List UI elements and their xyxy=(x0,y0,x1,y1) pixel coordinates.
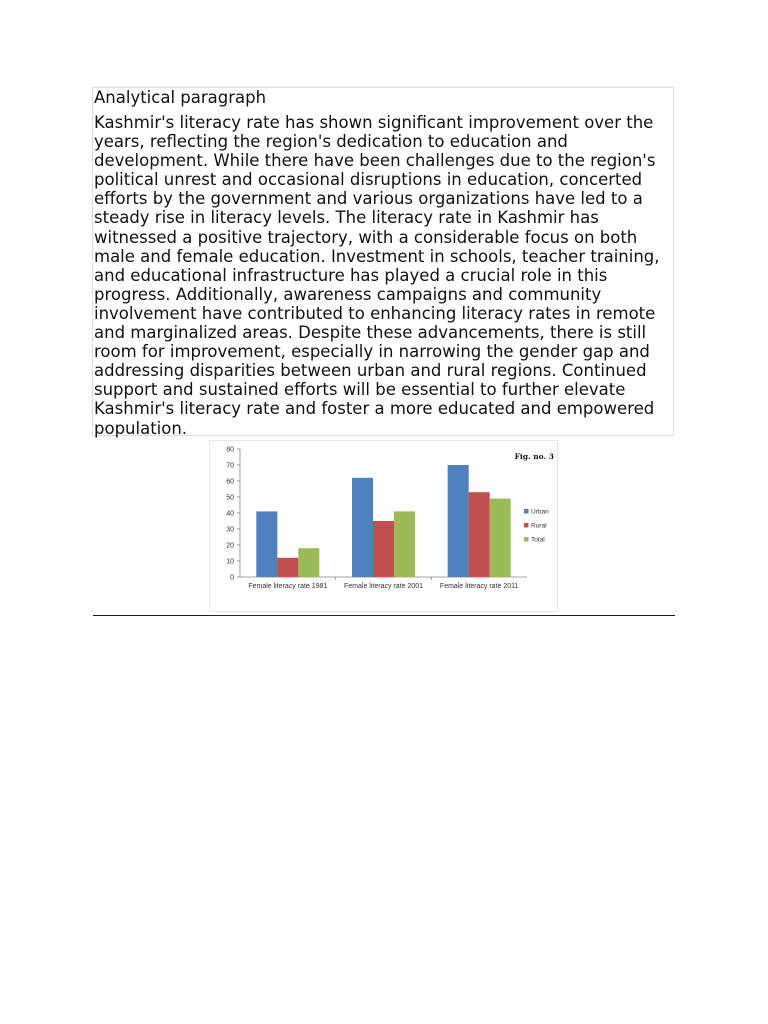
y-tick-label: 50 xyxy=(226,494,234,502)
y-tick-label: 70 xyxy=(226,462,234,470)
analytical-paragraph-box xyxy=(92,87,674,436)
bar-total-3 xyxy=(490,499,511,577)
bar-total-2 xyxy=(394,511,415,577)
legend-label-total: Total xyxy=(531,536,545,544)
y-tick-label: 40 xyxy=(226,510,234,518)
legend-swatch-urban xyxy=(524,509,529,514)
paragraph-body: Kashmir's literacy rate has shown significant improvement over the years, reflecting the region's dedication to education and development. While there have been challenges due to the region's political unrest and occasional disruptions in education, concerted efforts by the government and various organizations have led to a steady rise in literacy levels. The literacy rate in Kashmir has witnessed a positive trajectory, with a considerable focus on both male and female education. Investment in schools, teacher training, and educational infrastructure has played a crucial role in this progress. Additionally, awareness campaigns and community involvement have contributed to enhancing literacy rates in remote and marginalized areas. Despite these advancements, there is still room for improvement, especially in narrowing the gender gap and addressing disparities between urban and rural regions. Continued support and sustained efforts will be essential to further elevate Kashmir's literacy rate and foster a more educated and empowered population. xyxy=(94,113,660,438)
y-tick-label: 80 xyxy=(226,446,234,454)
x-tick-label: Female literacy rate 2011 xyxy=(439,583,519,590)
figure-label: Fig. no. 3 xyxy=(514,452,554,461)
bar-rural-1 xyxy=(277,558,298,577)
bar-urban-2 xyxy=(352,478,373,577)
y-tick-label: 60 xyxy=(226,478,234,486)
chart-svg xyxy=(210,441,559,613)
bar-urban-1 xyxy=(256,511,277,577)
legend-swatch-total xyxy=(524,537,529,542)
y-tick-label: 10 xyxy=(226,558,234,566)
legend-label-urban: Urban xyxy=(531,508,549,516)
x-tick-label: Female literacy rate 1981 xyxy=(248,583,328,590)
y-tick-label: 20 xyxy=(226,542,234,550)
section-heading: Analytical paragraph xyxy=(94,88,267,107)
bar-urban-3 xyxy=(448,465,469,577)
bar-rural-3 xyxy=(469,492,490,577)
bar-total-1 xyxy=(298,548,319,577)
bar-rural-2 xyxy=(373,521,394,577)
legend-swatch-rural xyxy=(524,523,529,528)
literacy-bar-chart xyxy=(209,440,558,612)
x-tick-label: Female literacy rate 2001 xyxy=(344,583,423,590)
y-tick-label: 30 xyxy=(226,526,234,534)
legend-label-rural: Rural xyxy=(531,522,547,530)
horizontal-rule xyxy=(93,615,675,616)
y-tick-label: 0 xyxy=(230,574,234,582)
